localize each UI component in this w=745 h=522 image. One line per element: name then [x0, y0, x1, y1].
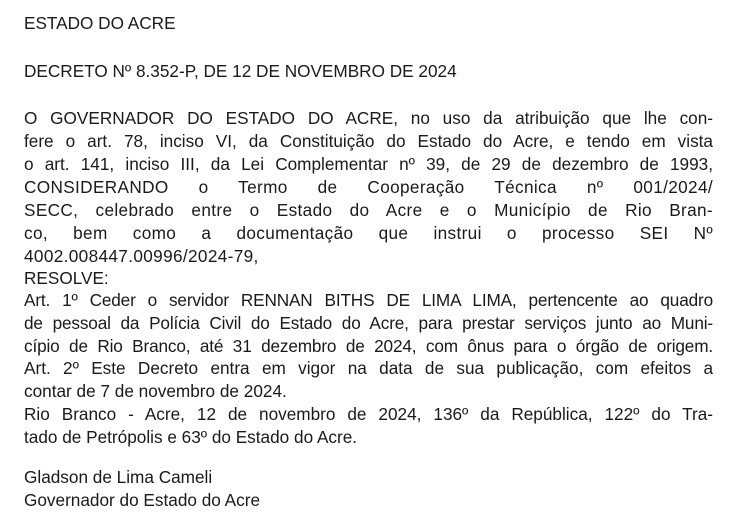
closing-line: Rio Branco - Acre, 12 de novembro de 2024, 136º da República, 122º do Tra- [24, 404, 713, 424]
signatory-name: Gladson de Lima Cameli [24, 467, 213, 487]
preamble-line: O GOVERNADOR DO ESTADO DO ACRE, no uso da atribuição que lhe con- [24, 108, 713, 128]
article-1-line: Art. 1º Ceder o servidor RENNAN BITHS DE LIMA LIMA, pertencente ao quadro [24, 290, 713, 310]
state-header: ESTADO DO ACRE [24, 13, 176, 33]
preamble-line: CONSIDERANDO o Termo de Cooperação Técnica nº 001/2024/ [24, 177, 713, 197]
closing-line: tado de Petrópolis e 63º do Estado do Acre. [24, 427, 358, 447]
article-2-line: contar de 7 de novembro de 2024. [24, 381, 287, 401]
article-1-line: cípio de Rio Branco, até 31 dezembro de 2024, com ônus para o órgão de origem. [24, 336, 713, 356]
decree-title: DECRETO Nº 8.352-P, DE 12 DE NOVEMBRO DE 2024 [24, 61, 457, 81]
preamble-line: SECC, celebrado entre o Estado do Acre e o Município de Rio Bran- [24, 200, 713, 220]
preamble-line: co, bem como a documentação que instrui o processo SEI Nº [24, 223, 713, 243]
article-1-line: de pessoal da Polícia Civil do Estado do Acre, para prestar serviços junto ao Muni- [24, 313, 713, 333]
article-2-line: Art. 2º Este Decreto entra em vigor na data de sua publicação, com efeitos a [24, 358, 713, 378]
signatory-role: Governador do Estado do Acre [24, 490, 261, 510]
resolve-heading: RESOLVE: [24, 268, 109, 288]
preamble-line: fere o art. 78, inciso VI, da Constituição do Estado do Acre, e tendo em vista [24, 131, 713, 151]
preamble-line: 4002.008447.00996/2024-79, [24, 246, 259, 266]
preamble-line: o art. 141, inciso III, da Lei Complementar nº 39, de 29 de dezembro de 1993, [24, 154, 713, 174]
